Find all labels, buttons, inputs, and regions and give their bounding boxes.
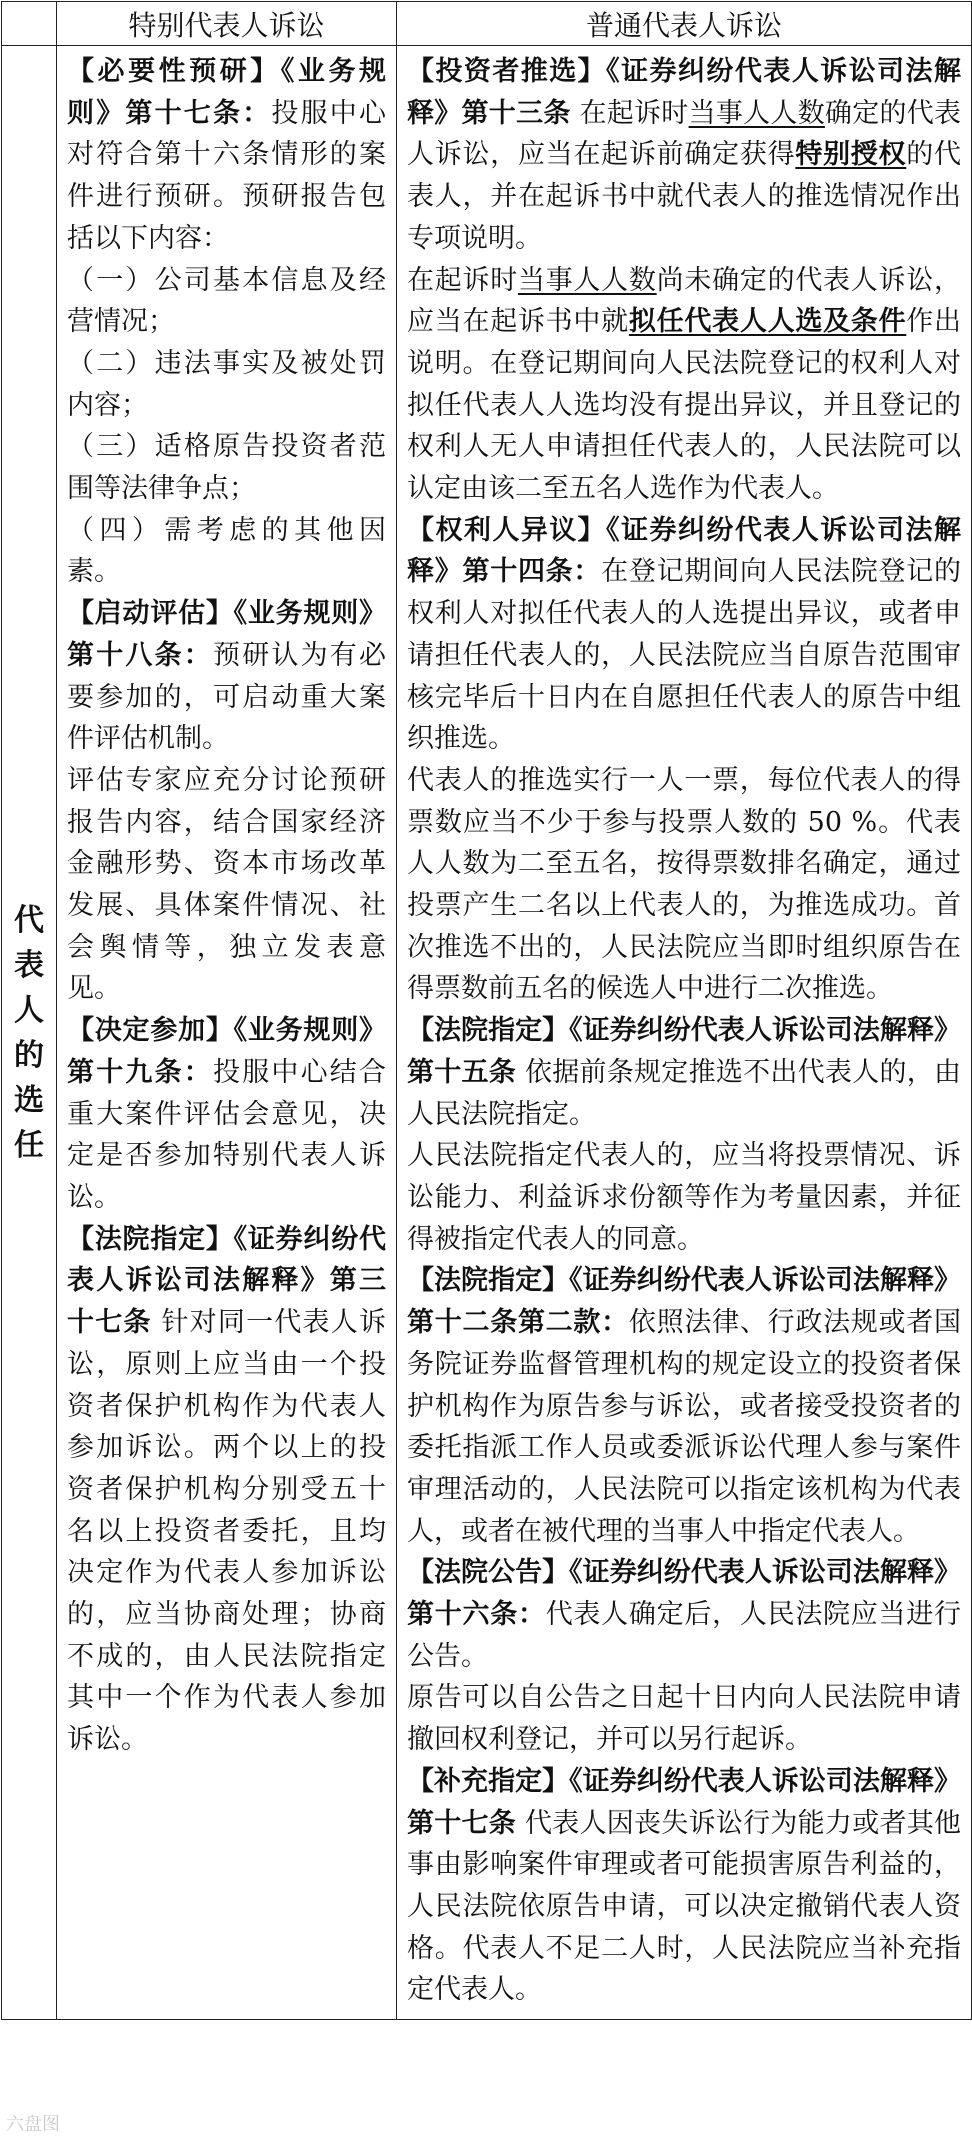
special-paragraph: [67, 1010, 386, 1219]
body-row: [2, 46, 972, 2020]
bold-text: 【法院指定】《证券纠纷代表人诉讼司法解释》第十二条第二款：: [407, 1265, 961, 1339]
row-label-cell: [2, 46, 57, 2020]
row-label-char: 代: [14, 902, 44, 938]
row-label-char: 的: [14, 1037, 44, 1073]
header-empty-cell: [2, 2, 57, 46]
body-text: （二）违法事实及被处罚内容；: [67, 347, 386, 421]
body-text: （一）公司基本信息及经营情况；: [67, 264, 386, 338]
body-text: 在起诉时: [570, 97, 689, 129]
underlined-text: 当事人人数: [517, 264, 657, 296]
underlined-text: 当事人人数: [688, 97, 825, 129]
body-text: 针对同一代表人诉讼，原则上应当由一个投资者保护机构作为代表人参加诉讼。两个以上的投资者保护机构分别受五十名以上投资者委托，且均决定作为代表人参加诉讼的，应当协商处理；协商不成的，由人民法院指定其中一个作为代表人参加诉讼。: [67, 1307, 386, 1756]
ordinary-paragraph: [407, 1552, 961, 1677]
row-label: [2, 898, 56, 1168]
body-text: 人民法院指定代表人的，应当将投票情况、诉讼能力、利益诉求份额等作为考量因素，并征得被指定代表人的同意。: [407, 1140, 961, 1255]
body-text: 投服中心对符合第十六条情形的案件进行预研。预研报告包括以下内容：: [67, 97, 387, 254]
body-text: 预研认为有必要参加的，可启动重大案件评估机制。: [67, 639, 386, 755]
bold-text: 【启动评估】《业务规则》第十八条：: [67, 598, 386, 671]
underlined-text: 拟任代表人人选及条件: [628, 306, 907, 338]
body-text: 在登记期间向人民法院登记的权利人对拟任代表人的人选提出异议，或者申请担任代表人的，人民法院应当自原告范围审核完毕后十日内在自愿担任代表人的原告中组织推选。: [407, 556, 962, 755]
special-paragraph: [67, 1219, 386, 1761]
special-paragraph: [67, 510, 386, 593]
body-text: 在起诉时: [407, 264, 518, 296]
bold-text: 【法院指定】《证券纠纷代表人诉讼司法解释》第三十七条: [67, 1223, 386, 1339]
header-special-representative-litigation: 特别代表人诉讼: [57, 2, 397, 46]
body-text: （四）需考虑的其他因素。: [67, 514, 386, 588]
special-paragraph: [67, 760, 386, 1010]
ordinary-paragraph: [407, 1677, 961, 1760]
body-text: 投服中心结合重大案件评估会意见，决定是否参加特别代表人诉讼。: [67, 1056, 386, 1213]
ordinary-paragraph: [407, 260, 961, 510]
underlined-text: 特别授权: [795, 139, 907, 171]
body-text: 作出说明。在登记期间向人民法院登记的权利人对拟任代表人人选均没有提出异议，并且登记的权利人无人申请担任代表人的，人民法院可以认定由该二至五名人选作为代表人。: [407, 306, 962, 505]
body-text: （三）适格原告投资者范围等法律争点；: [67, 431, 386, 505]
ordinary-paragraph: [407, 510, 961, 760]
body-text: 代表人因丧失诉讼行为能力或者其他事由影响案件审理或者可能损害原告利益的，人民法院依原告申请，可以决定撤销代表人资格。代表人不足二人时，人民法院应当补充指定代表人。: [407, 1807, 962, 2006]
row-label-char: 选: [14, 1082, 44, 1118]
body-text: 依照法律、行政法规或者国务院证券监督管理机构的规定设立的投资者保护机构作为原告参与诉讼，或者接受投资者的委托指派工作人员或委派诉讼代理人参与案件审理活动的，人民法院可以指定该机构为代表人，或者在被代理的当事人中指定代表人。: [407, 1307, 962, 1547]
comparison-table: [1, 1, 972, 2020]
body-text: 尚未确定的代表人诉讼，应当在起诉书中就: [407, 264, 962, 338]
bold-text: 【权利人异议】《证券纠纷代表人诉讼司法解释》第十四条：: [407, 514, 961, 588]
bold-text: 【决定参加】《业务规则》第十九条：: [67, 1015, 386, 1088]
ordinary-litigation-content: [397, 46, 972, 2020]
row-label-char: 任: [14, 1127, 44, 1163]
header-row: [2, 2, 972, 46]
body-text: 评估专家应充分讨论预研报告内容，结合国家经济金融形势、资本市场改革发展、具体案件情况、社会舆情等，独立发表意见。: [67, 764, 386, 1005]
ordinary-paragraph: [407, 760, 961, 1010]
special-paragraph: [67, 426, 386, 509]
bold-text: 【补充指定】《证券纠纷代表人诉讼司法解释》第十七条: [407, 1765, 961, 1839]
row-label-char: 表: [14, 947, 44, 983]
watermark: 六盘图: [6, 2114, 60, 2135]
ordinary-paragraph: [407, 1761, 961, 2011]
header-ordinary-representative-litigation: 普通代表人诉讼: [397, 2, 972, 46]
special-paragraph: [67, 51, 386, 260]
body-text: 确定的代表人诉讼，应当在起诉前确定获得: [407, 97, 962, 171]
bold-text: 【投资者推选】《证券纠纷代表人诉讼司法解释》第十三条: [407, 56, 961, 129]
bold-text: 【必要性预研】《业务规则》第十七条：: [67, 56, 386, 129]
ordinary-paragraph: [407, 51, 961, 260]
body-text: 代表人的推选实行一人一票，每位代表人的得票数应当不少于参与投票人数的 50 %。代表人人数为二至五名，按得票数排名确定，通过投票产生二名以上代表人的，为推选成功。首次推选不出的，人民法院应当即时组织原告在得票数前五名的候选人中进行二次推选。: [407, 764, 961, 1005]
ordinary-paragraph: [407, 1010, 961, 1135]
body-text: 依据前条规定推选不出代表人的，由人民法院指定。: [407, 1056, 962, 1130]
bold-text: 【法院指定】《证券纠纷代表人诉讼司法解释》第十五条: [407, 1015, 961, 1088]
bold-text: 【法院公告】《证券纠纷代表人诉讼司法解释》第十六条：: [407, 1557, 961, 1631]
special-paragraph: [67, 593, 386, 760]
body-text: 原告可以自公告之日起十日内向人民法院申请撤回权利登记，并可以另行起诉。: [407, 1682, 961, 1756]
body-text: 代表人确定后，人民法院应当进行公告。: [407, 1599, 962, 1672]
special-paragraph: [67, 343, 386, 426]
body-text: 的代表人，并在起诉书中就代表人的推选情况作出专项说明。: [407, 139, 962, 254]
row-label-char: 人: [14, 992, 44, 1028]
special-litigation-content: [57, 46, 397, 2020]
ordinary-paragraph: [407, 1260, 961, 1552]
ordinary-paragraph: [407, 1135, 961, 1260]
special-paragraph: [67, 260, 386, 343]
